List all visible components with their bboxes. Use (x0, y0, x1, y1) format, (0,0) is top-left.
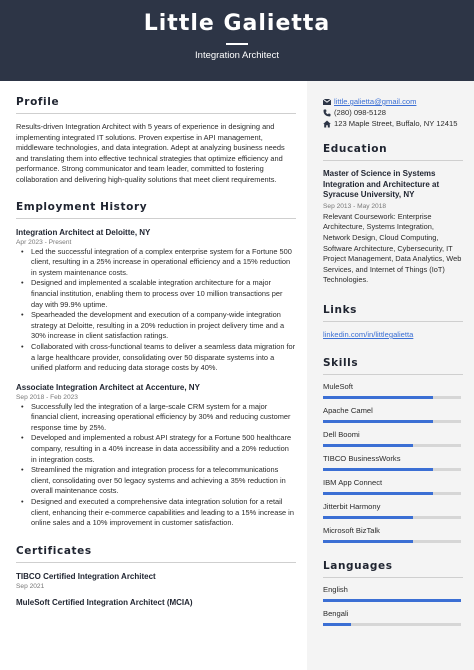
skill-item (323, 406, 463, 423)
job-bullets (16, 247, 296, 374)
skill-name: Apache Camel (323, 405, 373, 415)
contact-email-row (323, 96, 463, 107)
contact-address-row (323, 118, 463, 129)
job-dates: Sep 2018 - Feb 2023 (16, 393, 78, 401)
skill-level-fill (323, 468, 433, 471)
job-bullet: • Led the successful integration of a complex enterprise system for a Fortune 500 client, resulting in a 25% increase in operational efficiency and a 15% reduction in system maintenance costs. (16, 247, 296, 279)
home-icon (323, 118, 334, 129)
skill-name: MuleSoft (323, 381, 353, 391)
education-dates: Sep 2013 - May 2018 (323, 202, 387, 210)
job-title: Associate Integration Architect at Accenture, NY (16, 382, 200, 392)
job-entry (16, 228, 296, 374)
job-bullet: • Designed and implemented a scalable integration architecture for a major financial institution, enabling them to process over 10 million transactions per day with 99.9% uptime. (16, 278, 296, 310)
skill-name: IBM App Connect (323, 477, 383, 487)
skill-item (323, 609, 463, 626)
job-entry (16, 383, 296, 529)
skill-name: Bengali (323, 608, 349, 618)
job-bullet: • Designed and executed a comprehensive data integration solution for a retail client, enhancing their e-commerce capabilities and leading to a 15% increase in online sales and a 10% improvement in customer satisfaction. (16, 497, 296, 529)
section-title-employment: Employment History (16, 200, 148, 213)
skill-item (323, 454, 463, 471)
job-bullet: • Successfully led the integration of a large-scale CRM system for a major financial client, increasing operational efficiency by 30% and reducing customer response time by 25%. (16, 402, 296, 434)
skill-name: TIBCO BusinessWorks (323, 453, 401, 463)
skill-level-fill (323, 599, 461, 602)
contact-phone-row (323, 107, 463, 118)
address-text: 123 Maple Street, Buffalo, NY 12415 (334, 119, 458, 128)
skill-level-bar (323, 396, 461, 399)
links-section (323, 304, 463, 339)
skill-item (323, 382, 463, 399)
section-title-skills: Skills (323, 356, 359, 369)
section-divider (16, 113, 296, 114)
envelope-icon (323, 96, 334, 107)
education-coursework: Relevant Coursework: Enterprise Architecture, Systems Integration, Network Design, Cloud Computing, Software Architecture, Cybersecurity, IT Project Management, Data Analytics, Web Services, and Internet of Things (IoT) Technologies. (323, 211, 462, 285)
skill-level-bar (323, 599, 461, 602)
email-link[interactable]: little.galietta@gmail.com (334, 97, 417, 106)
skill-name: Jitterbit Harmony (323, 501, 381, 511)
skill-item (323, 585, 463, 602)
profile-section (16, 96, 296, 186)
section-divider (323, 321, 463, 322)
section-title-education: Education (323, 143, 388, 155)
skill-item (323, 478, 463, 495)
sidebar-column (323, 96, 463, 626)
job-bullet: • Collaborated with cross-functional teams to deliver a seamless data migration for a large healthcare provider, consolidating over 50 disparate systems into a unified platform and reducing data storage costs by 40%. (16, 342, 296, 374)
contact-block (323, 96, 463, 129)
section-title-profile: Profile (16, 96, 60, 108)
skill-item (323, 502, 463, 519)
languages-section (323, 560, 463, 626)
skill-level-fill (323, 623, 351, 626)
skill-level-fill (323, 492, 433, 495)
section-title-certificates: Certificates (16, 544, 92, 557)
section-divider (16, 562, 296, 563)
skill-level-bar (323, 420, 461, 423)
skill-level-bar (323, 540, 461, 543)
skill-item (323, 526, 463, 543)
skill-item (323, 430, 463, 447)
skill-level-bar (323, 468, 461, 471)
skill-level-fill (323, 420, 433, 423)
profile-text: Results-driven Integration Architect with 5 years of experience in designing and implementing integrated IT solutions. Proven expertise in API management, middleware technologies, and data integration. Adept at analyzing business needs and translating them into effective technical strategies that optimize efficiency and performance. Strong communicator and team leader, committed to fostering collaboration and delivering high-quality solutions that meet client requirements. (16, 122, 285, 184)
section-divider (323, 577, 463, 578)
job-bullet: • Streamlined the migration and integration process for a telecommunications client, consolidating over 50 legacy systems and achieving a 35% reduction in overall maintenance costs. (16, 465, 296, 497)
skill-level-fill (323, 540, 413, 543)
skill-level-bar (323, 444, 461, 447)
job-title: Integration Architect at Deloitte, NY (16, 227, 151, 237)
section-title-languages: Languages (323, 559, 393, 572)
education-section (323, 143, 463, 286)
resume-header (0, 0, 474, 81)
certificate-date: Sep 2021 (16, 582, 45, 590)
skill-name: Microsoft BizTalk (323, 525, 380, 535)
skills-section (323, 357, 463, 543)
phone-text: (280) 098-5128 (334, 108, 386, 117)
education-degree: Master of Science in Systems Integration and Architecture at Syracuse University, NY (323, 169, 440, 200)
skill-name: Dell Boomi (323, 429, 360, 439)
section-divider (323, 374, 463, 375)
phone-icon (323, 107, 334, 118)
employment-section (16, 201, 296, 529)
skill-level-bar (323, 516, 461, 519)
certificates-section (16, 545, 296, 607)
job-dates: Apr 2023 - Present (16, 238, 72, 246)
section-title-links: Links (323, 303, 357, 316)
linkedin-link[interactable]: linkedin.com/in/littlegalietta (323, 329, 414, 339)
skill-level-bar (323, 492, 461, 495)
skill-level-bar (323, 623, 461, 626)
certificate-name: MuleSoft Certified Integration Architect (MCIA) (16, 597, 193, 607)
name-divider (226, 43, 248, 45)
certificate-name: TIBCO Certified Integration Architect (16, 571, 156, 581)
candidate-name: Little Galietta (143, 11, 331, 36)
main-column (16, 96, 296, 607)
job-bullet: • Spearheaded the development and execution of a company-wide integration strategy at Deloitte, resulting in a 20% reduction in project delivery time and a 30% increase in client satisfaction ratings. (16, 310, 296, 342)
skill-level-fill (323, 396, 433, 399)
section-divider (323, 160, 463, 161)
skill-level-fill (323, 444, 413, 447)
section-divider (16, 218, 296, 219)
job-bullets (16, 402, 296, 529)
candidate-role: Integration Architect (195, 50, 279, 61)
skill-level-fill (323, 516, 413, 519)
skill-name: English (323, 584, 348, 594)
job-bullet: • Developed and implemented a robust API strategy for a Fortune 500 healthcare company, resulting in a 40% increase in data accessibility and a 20% reduction in integration costs. (16, 433, 296, 465)
